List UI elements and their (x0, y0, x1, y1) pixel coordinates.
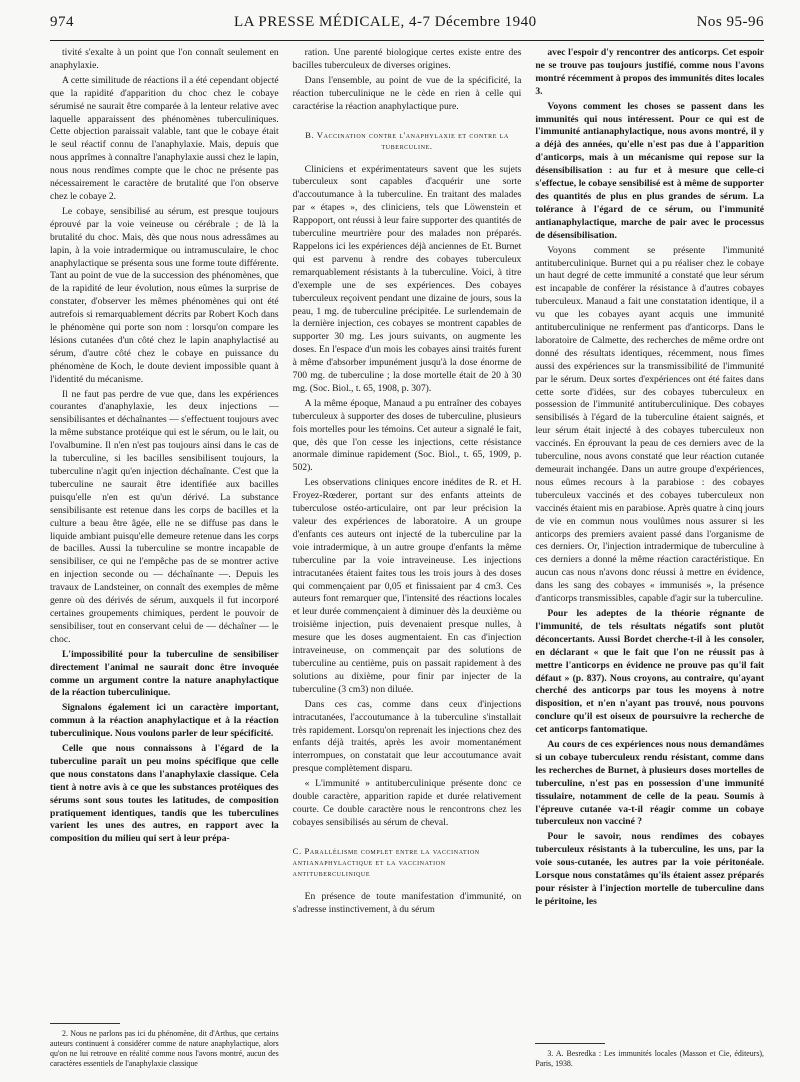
paragraph: Pour les adeptes de la théorie régnante de l'immunité, de tels résultats négatifs sont plutôt déconcertants. Aussi Bordet cherche-t-il à les consoler, en déclarant « que le fait que l'on ne réussit pas à mettre l'anticorps en évidence ne prouve pas qu'il fait défaut » (p. 837). Nous croyons, au contraire, qu'ayant cherché des anticorps par tous les moyens à notre disposition, et n'en n'ayant pas trouvé, nous pouvons conclure qu'il est oiseux de poursuivre la recherche de cet anticorps fantomatique. (535, 607, 765, 736)
paragraph: Pour le savoir, nous rendîmes des cobayes tuberculeux résistants à la tuberculine, les uns, par la voie sous-cutanée, les autres par la voie péritonéale. Lorsque nous constatâmes qu'ils étaient assez préparés pour résister à l'injection mortelle de tuberculine dans le péritoine, les (535, 831, 765, 907)
paragraph: Le cobaye, sensibilisé au sérum, est presque toujours éprouvé par la voie veineuse ou cérébrale ; de là la brutalité du choc. Mais, dès que nous nous adressâmes au lapin, à la voie intradermique ou intramusculaire, le choc anaphylactique se présenta sous une forme toute différente. Tant au point de vue de la succession des phénomènes, que de la rapidité de leur évolution, nous eûmes la surprise de constater, d'observer les mêmes phénomènes qui ont été autrefois si remarquablement décrits par Robert Koch dans le phénomène qui porte son nom : lorsqu'on compare les lésions cutanées d'un côté chez le lapin anaphylactisé au sérum, d'autre côté chez le cobaye en puissance du phénomène de Koch, le doute devient impossible quant à l'identité du mécanisme. (50, 205, 279, 385)
issue-number: Nos 95-96 (696, 14, 764, 30)
header-rule (50, 40, 764, 41)
paragraph: Au cours de ces expériences nous nous demandâmes si un cobaye tuberculeux rendu résistant, comme dans les recherches de Burnet, à plusieurs doses mortelles de tuberculine, n'est pas en possession d'une immunité tissulaire, notamment de celle de la peau. Soumis à l'épreuve cutanée va-t-il réagir comme un cobaye tuberculeux non vacciné ? (535, 739, 765, 828)
journal-title: LA PRESSE MÉDICALE, (233, 14, 405, 30)
paragraph: Il ne faut pas perdre de vue que, dans les expériences courantes d'anaphylaxie, les deux injections — sensibilisantes et déchaînantes — s'effectuent toujours avec la même substance protéique qui est le sérum, ou le lait, ou l'ovalbumine. Il n'en n'est pas toujours ainsi dans le cas de la tuberculine, si les bacilles sensibilisent toujours, la tuberculine n'agit qu'en injection déchaînante. C'est que la tuberculine ne saurait être identifiée aux bacilles puisqu'elle n'en est qu'un dérivé. La substance sensibilisante est retenue dans les corps de bacilles et la culture a beau être âgée, elle ne se diffuse pas dans le liquide ambiant puisqu'elle demeure retenue dans les corps de bacilles. Aussi la tuberculine se montre incapable de sensibiliser, ce qui ne l'empêche pas de se montrer active en injection seconde ou — déchaînante —. Depuis les travaux de Landsteiner, on connaît des exemples de même genre où des dérivés de sérum, auxquels il fut incorporé certaines groupements chimiques, perdent le pouvoir de sensibiliser, tout en conservant celui de — déchaîner — le choc. (50, 388, 279, 645)
running-title (74, 14, 697, 31)
paragraph: avec l'espoir d'y rencontrer des anticorps. Cet espoir ne se trouve pas toujours justifié, comme nous l'avons montré récemment à propos des immunités dites locales 3. (535, 47, 765, 97)
paragraph: L'impossibilité pour la tuberculine de sensibiliser directement l'animal ne saurait donc être invoquée comme un argument contre la nature anaphylactique de la réaction tuberculinique. (50, 648, 279, 699)
footnote: 2. Nous ne parlons pas ici du phénomène, dit d'Arthus, que certains auteurs continuent à considérer comme de nature anaphylactique, alors qu'on ne lui retrouve en réalité comme nous l'avons montré, aucun des caractères essentiels de l'anaphylaxie classique (50, 1029, 279, 1068)
paragraph: Voyons comment les choses se passent dans les immunités qui nous intéressent. Pour ce qui est de l'immunité antianaphylactique, nous avons montré, il y a déjà des années, qu'elle n'est pas due à l'apparition d'anticorps, mais à un mécanisme qui repose sur la désensibilisation : au fur et à mesure que celle-ci s'effectue, le cobaye sensibilisé est à même de supporter des quantités de plus en plus grandes de sérum. La tolérance à l'égard de ce sérum, ou l'immunité antianaphylactique, marche de pair avec le processus de désensibilisation. (535, 100, 765, 241)
text-columns (50, 47, 764, 1069)
paragraph: tivité s'exalte à un point que l'on connaît seulement en anaphylaxie. (50, 47, 279, 71)
issue-date: 4-7 Décembre 1940 (408, 14, 537, 30)
column-3 (535, 47, 764, 1069)
section-title: B. Vaccination contre l'anaphylaxie et contre la tuberculine. (305, 129, 509, 151)
paragraph: Cliniciens et expérimentateurs savent que les sujets tuberculeux sont capables d'acquérir une sorte d'accoutumance à la tuberculine. En traitant des malades par « étapes », des cliniciens, tels que Löwenstein et Rappoport, ont réussi à leur faire supporter des quantités de tuberculine meurtrière pour des malades non préparés. Rappelons ici les expériences déjà anciennes de Et. Burnet qui est parvenu à rendre des cobayes tuberculeux remarquablement résistants à la tuberculine. Voici, à titre d'exemple une de ses expériences. Des cobayes tuberculeux reçoivent pendant une dizaine de jours, sous la peau, 1 mg. de tuberculine précipitée. Le surlendemain de la dernière injection, ces cobayes se montrent capables de supporter 30 mg. Les jours suivants, on augmente les doses. En l'espace d'un mois les cobayes ainsi traités furent à même d'absorber impunément jusqu'à la dose énorme de 700 mg. de tuberculine ; la dose mortelle était de 20 à 30 mg. (Soc. Biol., t. 65, 1908, p. 307). (292, 163, 522, 394)
paragraph: « L'immunité » antituberculinique présente donc ce double caractère, apparition rapide et durée relativement courte. Ce double caractère nous le rencontrons chez les cobayes sensibilisés au sérum de cheval. (292, 778, 522, 828)
footnote-rule (535, 1043, 605, 1044)
paragraph: Dans l'ensemble, au point de vue de la spécificité, la réaction tuberculinique ne le cède en rien à celle qui caractérise la réaction anaphylactique pure. (292, 74, 522, 112)
footnote-rule (50, 1023, 120, 1024)
column-2 (293, 47, 522, 1069)
paragraph: Les observations cliniques encore inédites de R. et H. Froyez-Rœderer, portant sur des enfants atteints de tuberculose ostéo-articulaire, ont par leur précision la valeur des expériences de laboratoire. A un groupe d'enfants ces auteurs ont injecté de la tuberculine par la voie intradermique, à un autre groupe d'enfants la même tuberculine par la voie intraveineuse. Les injections intracutanées étaient faites tous les trois jours à des doses qui commençaient par 0,05 et finissaient par 4 cm3. Ces auteurs font remarquer que, l'intensité des réactions locales et leur durée commençaient à diminuer dès la deuxième ou troisième injection, puis devenaient presque nulles, à mesure que les doses augmentaient. En cas d'injection intraveineuse, on commençait par des solutions de tuberculine au centième, puis on passait rapidement à des solutions au dixième, pour finir par injecter de la tuberculine (3 cm3) non diluée. (292, 477, 522, 695)
paragraph: Voyons comment se présente l'immunité antituberculinique. Burnet qui a pu réaliser chez le cobaye un haut degré de cette immunité a constaté que leur sérum est incapable de conférer la résistance à d'autres cobayes tuberculeux. Manaud a fait une constatation identique, il a vu que les cobayes ayant acquis une immunité antituberculinique ne renferment pas d'anticorps. Dans le laboratoire de Calmette, des recherches de même ordre ont donné des résultats identiques, récemment, nous fîmes aussi des expériences sur la transmissibilité de l'immunité par le sérum. Deux sortes d'expériences ont été faites dans cette sorte d'idées, sur des cobayes tuberculeux en possession de l'immunité antituberculinique. Des cobayes sensibilisés à l'égard de la tuberculine étaient saignés, et leur sérum était injecté à des cobayes tuberculeux non vaccinés. En éprouvant la peau de ces derniers avec de la tuberculine, nous avons constaté que leur réaction cutanée demeurait inchangée. Dans un autre groupe d'expériences, nous eûmes recours à la parabiose : des cobayes tuberculeux vaccinés et des cobayes tuberculeux non vaccinés étaient mis en parabiose. Après quatre à cinq jours de vie en commun nous voulûmes nous assurer si les anticorps des premiers avaient passé dans l'organisme de ces derniers. Or, l'injection intradermique de tuberculine à ces derniers a donné la même réaction caractéristique. En aucun cas nous n'avons donc réussi à mettre en évidence, dans les sang des cobayes « immunisés », la présence d'anticorps transmissibles, capable d'agir sur la tuberculine. (535, 244, 765, 605)
paragraph: Dans ces cas, comme dans ceux d'injections intracutanées, l'accoutumance à la tuberculine s'installait très rapidement. Lorsqu'on reprenait les injections chez des enfants déjà traités, après les avoir momentanément interrompues, on constatait que leur accoutumance avait presque complètement disparu. (292, 698, 522, 775)
column-1 (50, 47, 279, 1069)
page-number: 974 (50, 14, 74, 30)
paragraph: ration. Une parenté biologique certes existe entre des bacilles tuberculeux de diverses origines. (292, 47, 522, 71)
section-title: C. Parallélisme complet entre la vaccination antianaphylactique et la vaccination antituberculinique (292, 845, 480, 878)
page-header (50, 14, 764, 36)
paragraph: En présence de toute manifestation d'immunité, on s'adresse instinctivement, à du sérum (292, 890, 522, 915)
paragraph: Celle que nous connaissons à l'égard de la tuberculine paraît un peu moins spécifique que celle que nous constatons dans l'anaphylaxie classique. Cela tient à notre avis à ce que les substances protéiques des sérums sont sous toutes les latitudes, de composition pratiquement identiques, tandis que les tuberculines varient les unes des autres, en rapport avec la composition du milieu qui sert à leur prépa- (50, 743, 279, 845)
paragraph: Signalons également ici un caractère important, commun à la réaction anaphylactique et à la réaction tuberculinique. Nous voulons parler de leur spécificité. (50, 702, 279, 740)
paragraph: A la même époque, Manaud a pu entraîner des cobayes tuberculeux à supporter des doses de tuberculine, plusieurs fois mortelles pour les témoins. Cet auteur a signalé le fait, que, dès que l'on cesse les injections, cette résistance anormale diminue rapidement (Soc. Biol., t. 65, 1909, p. 502). (292, 397, 522, 474)
paragraph: A cette similitude de réactions il a été cependant objecté que la rapidité d'apparition du choc chez le cobaye sérumisé ne saurait être comparée à la lenteur relative avec laquelle apparaissent des phénomènes tuberculiniques. Cette objection paraissait valable, tant que le cobaye était le seul réactif connu de l'anaphylaxie. Mais, depuis que nous apprîmes à connaître l'anaphylaxie aussi chez le lapin, nous nous rendîmes compte que le choc ne présente pas nécessairement le caractère de brutalité que l'on observe chez le cobaye 2. (50, 74, 279, 202)
footnote: 3. A. Besredka : Les immunités locales (Masson et Cie, éditeurs), Paris, 1938. (535, 1049, 765, 1068)
